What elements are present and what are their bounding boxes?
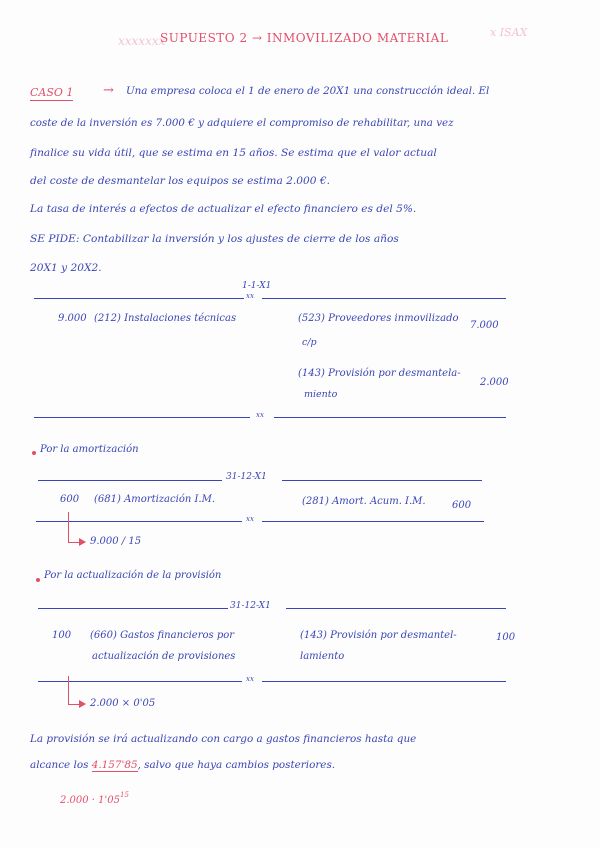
entry3-debit-account-cont: actualización de provisiones	[92, 651, 236, 662]
entry1-credit2-account-cont: miento	[304, 389, 338, 400]
conclusion-line-2-pre: alcance los	[30, 759, 89, 771]
entry3-note-pointer	[68, 676, 69, 704]
conclusion-line-1	[30, 733, 416, 745]
entry2-bottom-line-left	[36, 521, 242, 522]
statement-line-3: finalice su vida útil, que se estima en 15 años. Se estima que el valor actual	[30, 147, 437, 159]
conclusion-formula-exp: 15	[120, 791, 129, 799]
entry2-top-line-right	[282, 480, 482, 481]
entry3-credit-amount: 100	[496, 632, 516, 643]
entry1-xx: xx	[246, 292, 254, 300]
entry3-bottom-line-right	[262, 681, 506, 682]
entry3-note-arrowhead	[79, 700, 86, 708]
entry1-credit2-amount: 2.000	[480, 377, 509, 388]
statement-line-7: 20X1 y 20X2.	[30, 262, 102, 274]
entry3-credit-account: (143) Provisión por desmantel-	[300, 630, 457, 641]
statement-line-4: del coste de desmantelar los equipos se estima 2.000 €.	[30, 175, 330, 187]
section2-bullet	[36, 578, 40, 582]
statement-line-6: SE PIDE: Contabilizar la inversión y los ajustes de cierre de los años	[30, 233, 399, 245]
entry1-credit1-amount: 7.000	[470, 320, 499, 331]
entry2-date: 31-12-X1	[226, 472, 267, 482]
entry2-bottom-line-right	[262, 521, 484, 522]
entry3-top-line-left	[38, 608, 228, 609]
entry3-xx: xx	[246, 675, 254, 683]
entry1-debit-account: (212) Instalaciones técnicas	[94, 313, 237, 324]
entry1-bottom-line-left	[34, 417, 250, 418]
entry1-date: 1-1-X1	[242, 281, 272, 291]
conclusion-line-2	[30, 759, 335, 771]
entry3-date: 31-12-X1	[230, 601, 271, 611]
conclusion-formula	[60, 791, 129, 806]
header-faint-right: x ISAX	[490, 26, 528, 39]
header-faint-left: xxxxxxx	[118, 34, 166, 48]
case-label	[30, 86, 73, 99]
entry3-debit-amount: 100	[52, 630, 72, 641]
entry1-top-line-left	[34, 298, 244, 299]
entry1-debit-amount: 9.000	[58, 313, 87, 324]
entry2-top-line-left	[38, 480, 222, 481]
entry2-note-arrowhead	[79, 538, 86, 546]
statement-line-5: La tasa de interés a efectos de actualizar el efecto financiero es del 5%.	[30, 203, 417, 215]
entry2-credit-account: (281) Amort. Acum. I.M.	[302, 496, 426, 507]
conclusion-line-2-post: , salvo que haya cambios posteriores.	[137, 759, 336, 771]
page-title: SUPUESTO 2 → INMOVILIZADO MATERIAL	[160, 31, 449, 45]
entry1-bottom-line-right	[274, 417, 506, 418]
entry2-credit-amount: 600	[452, 500, 472, 511]
statement-line-2: coste de la inversión es 7.000 € y adquiere el compromiso de rehabilitar, una vez	[30, 117, 454, 129]
conclusion-formula-base: 2.000 · 1'05	[60, 795, 120, 806]
entry2-xx: xx	[246, 515, 254, 523]
section1-label: Por la amortización	[40, 444, 139, 455]
conclusion-value: 4.157'85	[91, 759, 138, 771]
entry3-credit-account-cont: lamiento	[300, 651, 345, 662]
section1-bullet	[32, 451, 36, 455]
entry3-note: 2.000 × 0'05	[90, 698, 156, 709]
entry2-note-pointer	[68, 512, 69, 542]
entry3-top-line-right	[286, 608, 506, 609]
entry2-note: 9.000 / 15	[90, 536, 142, 547]
entry2-debit-amount: 600	[60, 494, 80, 505]
conclusion-line-1-text: La provisión se irá actualizando con cargo a gastos financieros hasta que	[30, 733, 417, 745]
statement-line-1: Una empresa coloca el 1 de enero de 20X1 una construcción ideal. El	[126, 85, 490, 97]
entry1-close-xx: xx	[256, 411, 264, 419]
entry2-debit-account: (681) Amortización I.M.	[94, 494, 216, 505]
entry3-debit-account: (660) Gastos financieros por	[90, 630, 235, 641]
entry1-credit1-account-cont: c/p	[302, 337, 317, 348]
entry1-top-line-right	[262, 298, 506, 299]
case-label-text: CASO 1	[30, 86, 74, 99]
section2-label: Por la actualización de la provisión	[44, 570, 222, 581]
entry1-credit1-account: (523) Proveedores inmovilizado	[298, 313, 459, 324]
case-arrow: →	[103, 83, 114, 98]
entry1-credit2-account: (143) Provisión por desmantela-	[298, 368, 461, 379]
